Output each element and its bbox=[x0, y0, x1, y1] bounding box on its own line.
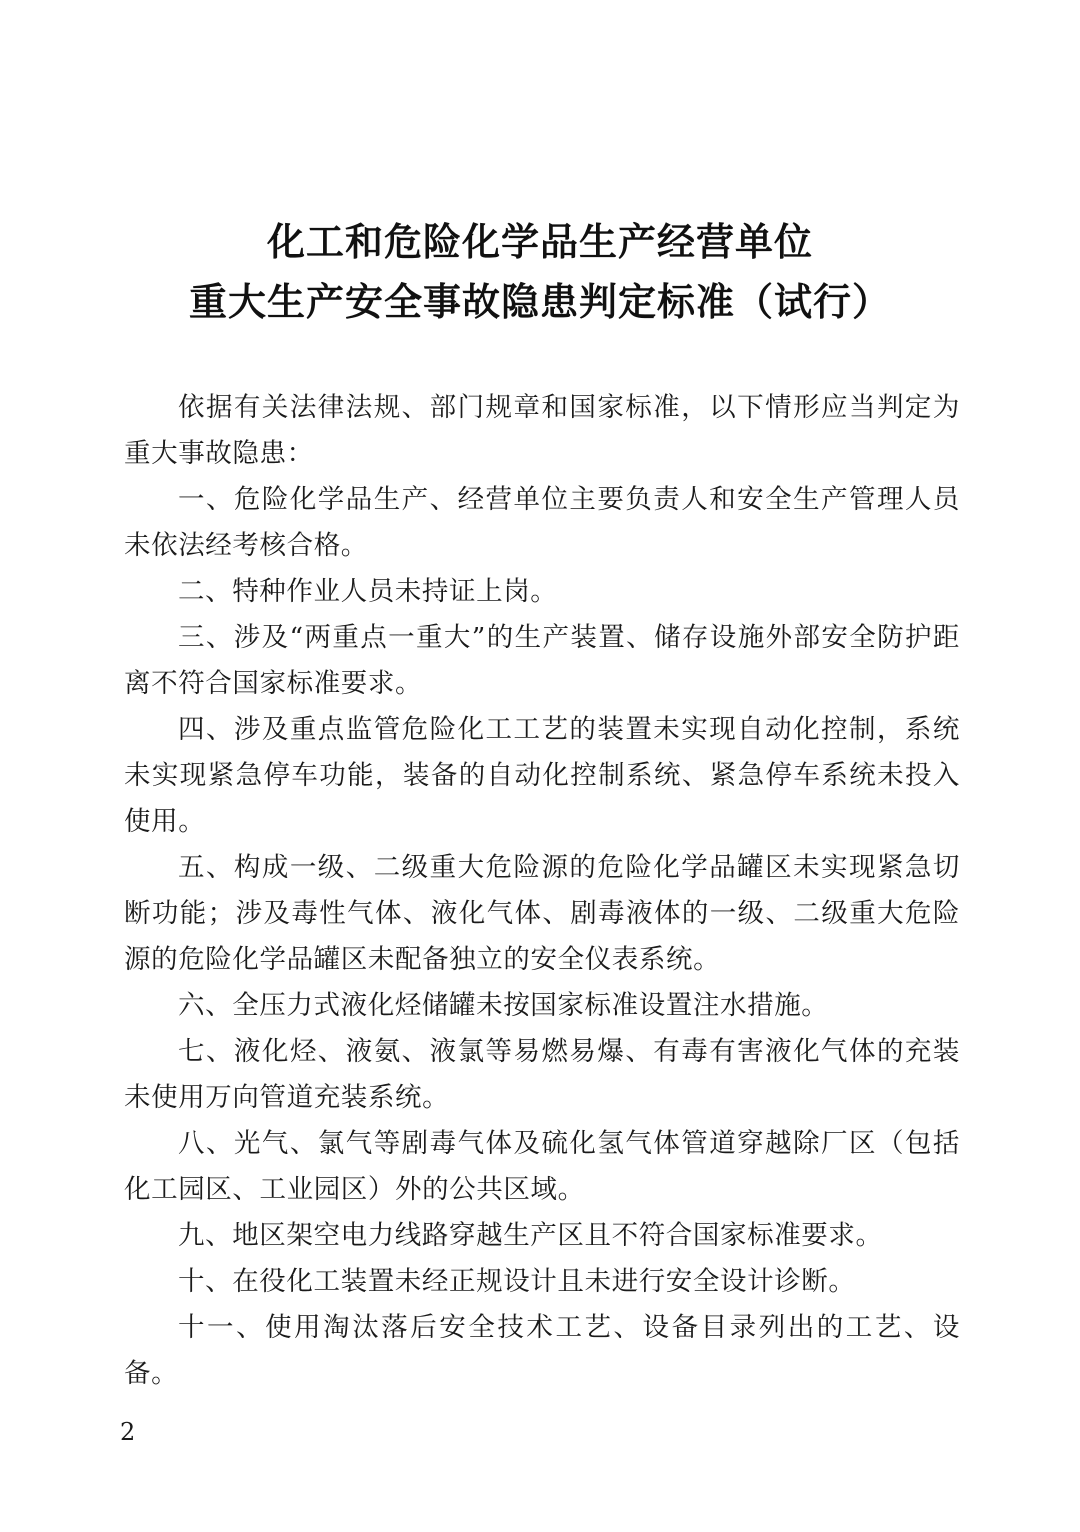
item-paragraph-2: 二、特种作业人员未持证上岗。 bbox=[178, 576, 558, 607]
item-paragraph-9: 九、地区架空电力线路穿越生产区且不符合国家标准要求。 bbox=[178, 1220, 883, 1251]
item-paragraph-8: 八、光气、氯气等剧毒气体及硫化氢气体管道穿越除厂区（包括化工园区、工业园区）外的公共区域。 bbox=[124, 1128, 960, 1205]
title-line-2: 重大生产安全事故隐患判定标准（试行） bbox=[188, 280, 891, 324]
document-body bbox=[124, 385, 960, 1397]
intro-paragraph: 依据有关法律法规、部门规章和国家标准，以下情形应当判定为重大事故隐患： bbox=[124, 392, 960, 469]
item-paragraph-11: 十一、使用淘汰落后安全技术工艺、设备目录列出的工艺、设备。 bbox=[124, 1312, 960, 1389]
item-paragraph-4: 四、涉及重点监管危险化工工艺的装置未实现自动化控制，系统未实现紧急停车功能，装备的自动化控制系统、紧急停车系统未投入使用。 bbox=[124, 714, 960, 837]
item-paragraph-7: 七、液化烃、液氨、液氯等易燃易爆、有毒有害液化气体的充装未使用万向管道充装系统。 bbox=[124, 1036, 960, 1113]
page-number: 2 bbox=[120, 1418, 136, 1446]
item-paragraph-6: 六、全压力式液化烃储罐未按国家标准设置注水措施。 bbox=[178, 990, 829, 1021]
item-paragraph-1: 一、危险化学品生产、经营单位主要负责人和安全生产管理人员未依法经考核合格。 bbox=[124, 484, 960, 561]
document-title bbox=[0, 212, 1080, 332]
item-paragraph-10: 十、在役化工装置未经正规设计且未进行安全设计诊断。 bbox=[178, 1266, 856, 1297]
item-paragraph-5: 五、构成一级、二级重大危险源的危险化学品罐区未实现紧急切断功能；涉及毒性气体、液化气体、剧毒液体的一级、二级重大危险源的危险化学品罐区未配备独立的安全仪表系统。 bbox=[124, 852, 960, 975]
item-paragraph-3: 三、涉及“两重点一重大”的生产装置、储存设施外部安全防护距离不符合国家标准要求。 bbox=[124, 622, 960, 699]
title-line-1: 化工和危险化学品生产经营单位 bbox=[266, 220, 813, 264]
